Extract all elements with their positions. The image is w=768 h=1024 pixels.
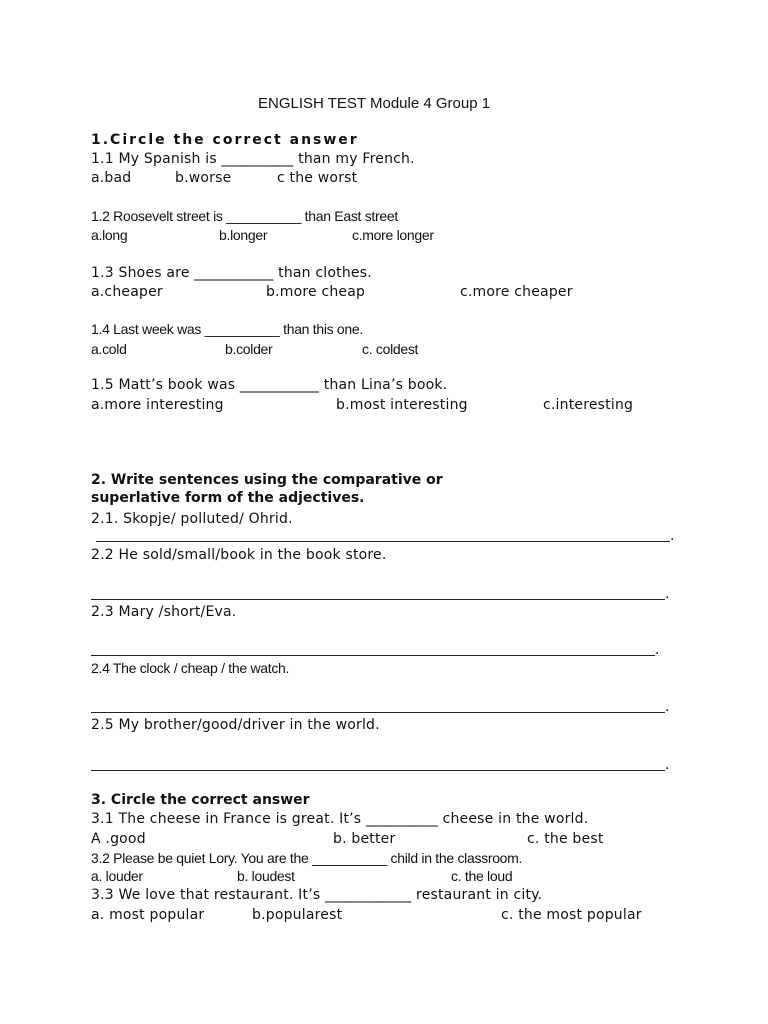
sentence-2-2: 2.2 He sold/small/book in the book store. (91, 547, 387, 563)
option-1-4-b: b.colder (225, 341, 273, 357)
answer-line-2-1 (96, 541, 670, 542)
option-3-3-a: a. most popular (91, 907, 205, 923)
question-3-1: 3.1 The cheese in France is great. It’s __________ cheese in the world. (91, 811, 589, 827)
question-1-4: 1.4 Last week was __________ than this one. (91, 321, 363, 337)
section-2-heading-line-1: 2. Write sentences using the comparative or (91, 472, 443, 488)
option-1-1-c: c the worst (277, 170, 358, 186)
sentence-2-3: 2.3 Mary /short/Eva. (91, 604, 237, 620)
section-2-heading-line-2: superlative form of the adjectives. (91, 490, 365, 506)
question-1-2: 1.2 Roosevelt street is __________ than East street (91, 208, 398, 224)
option-3-3-b: b.popularest (252, 907, 343, 923)
option-1-4-c: c. coldest (362, 341, 419, 357)
answer-line-2-3 (91, 655, 655, 656)
page-title: ENGLISH TEST Module 4 Group 1 (258, 95, 491, 112)
answer-line-2-4 (91, 712, 665, 713)
section-3-heading: 3. Circle the correct answer (91, 792, 310, 808)
option-1-2-b: b.longer (219, 227, 268, 243)
option-1-3-c: c.more cheaper (460, 284, 573, 300)
answer-line-2-2 (91, 599, 665, 600)
sentence-2-5: 2.5 My brother/good/driver in the world. (91, 717, 380, 733)
answer-line-2-4-dot: . (665, 699, 670, 715)
option-3-1-c: c. the best (527, 831, 604, 847)
option-3-2-b: b. loudest (237, 868, 295, 884)
option-3-3-c: c. the most popular (501, 907, 642, 923)
answer-line-2-3-dot: . (655, 642, 660, 658)
option-3-1-b: b. better (333, 831, 396, 847)
option-1-2-c: c.more longer (352, 227, 434, 243)
answer-line-2-5-dot: . (665, 757, 670, 773)
sentence-2-4: 2.4 The clock / cheap / the watch. (91, 660, 290, 676)
option-1-3-b: b.more cheap (266, 284, 366, 300)
option-1-1-a: a.bad (91, 170, 132, 186)
question-1-1: 1.1 My Spanish is __________ than my French. (91, 151, 415, 167)
option-3-1-a: A .good (91, 831, 146, 847)
option-1-5-b: b.most interesting (336, 397, 468, 413)
question-1-3: 1.3 Shoes are ___________ than clothes. (91, 265, 372, 281)
option-1-5-a: a.more interesting (91, 397, 224, 413)
question-1-5: 1.5 Matt’s book was ___________ than Lina’s book. (91, 377, 448, 393)
sentence-2-1: 2.1. Skopje/ polluted/ Ohrid. (91, 511, 293, 527)
option-1-1-b: b.worse (175, 170, 232, 186)
option-3-2-c: c. the loud (451, 868, 513, 884)
option-1-3-a: a.cheaper (91, 284, 163, 300)
answer-line-2-2-dot: . (665, 586, 670, 602)
option-3-2-a: a. louder (91, 868, 143, 884)
answer-line-2-1-dot: . (670, 528, 675, 544)
option-1-5-c: c.interesting (543, 397, 634, 413)
section-1-heading: 1.Circle the correct answer (91, 132, 359, 148)
question-3-2: 3.2 Please be quiet Lory. You are the __________ child in the classroom. (91, 850, 523, 866)
option-1-2-a: a.long (91, 227, 128, 243)
answer-line-2-5 (91, 770, 665, 771)
question-3-3: 3.3 We love that restaurant. It’s ____________ restaurant in city. (91, 887, 543, 903)
option-1-4-a: a.cold (91, 341, 127, 357)
